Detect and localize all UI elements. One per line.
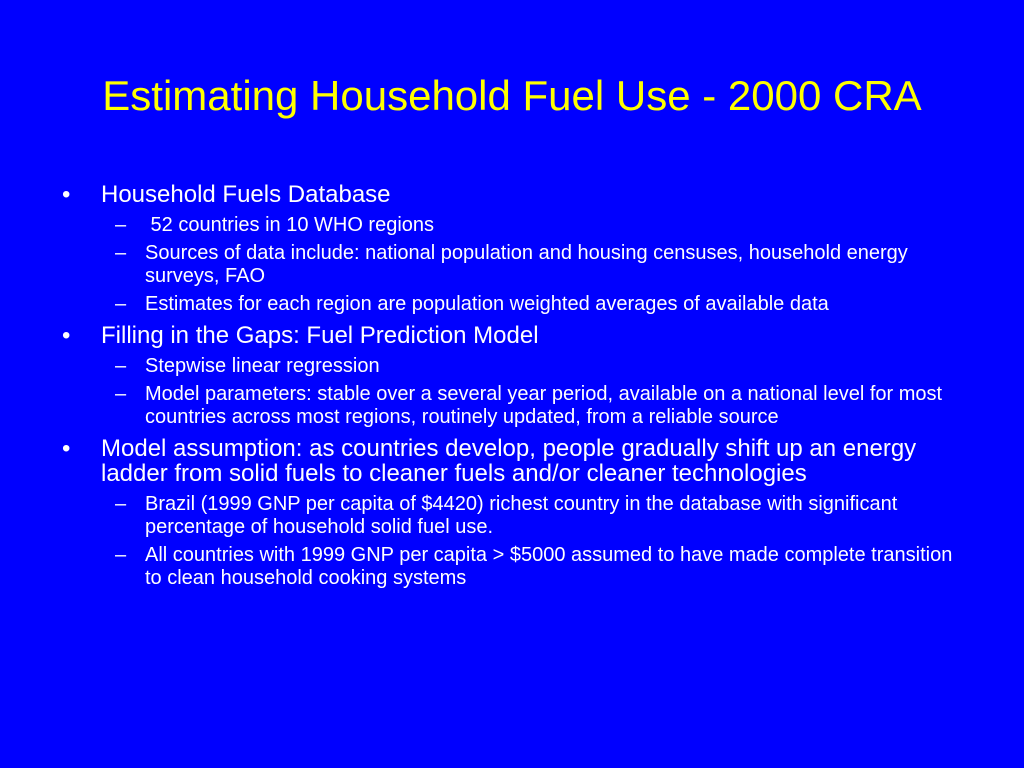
sub-bullet-item (115, 355, 965, 378)
bullet-marker: • (62, 181, 71, 208)
dash-marker: – (115, 383, 127, 405)
sub-bullet-item (115, 493, 965, 539)
dash-marker: – (115, 293, 127, 315)
sub-bullet-text: Model parameters: stable over a several year period, available on a national level for most countries across most regions, routinely updated, from a reliable source (145, 383, 943, 428)
bullet-item (60, 182, 980, 207)
bullet-marker: • (62, 435, 71, 462)
sub-bullet-item (115, 242, 965, 288)
sub-bullet-item (115, 214, 965, 237)
dash-marker: – (115, 214, 127, 236)
sub-bullet-text: All countries with 1999 GNP per capita > $5000 assumed to have made complete transition to clean household cooking systems (145, 544, 953, 589)
bullet-text: Model assumption: as countries develop, people gradually shift up an energy ladder from solid fuels to cleaner fuels and/or cleaner technologies (101, 435, 917, 487)
bullet-item (60, 436, 980, 486)
sub-bullet-item (115, 383, 965, 429)
sub-bullet-item (115, 544, 965, 590)
dash-marker: – (115, 355, 127, 377)
bullet-block-2 (60, 323, 980, 429)
bullet-block-3 (60, 436, 980, 590)
sub-bullet-text: Brazil (1999 GNP per capita of $4420) richest country in the database with significant percentage of household solid fuel use. (145, 493, 898, 538)
dash-marker: – (115, 544, 127, 566)
sub-bullet-item (115, 293, 965, 316)
bullet-item (60, 323, 980, 348)
sub-bullet-text: Estimates for each region are population weighted averages of available data (145, 293, 829, 315)
slide-title: Estimating Household Fuel Use - 2000 CRA (102, 72, 922, 119)
slide-content (60, 182, 980, 597)
bullet-text: Household Fuels Database (101, 181, 391, 208)
dash-marker: – (115, 493, 127, 515)
sub-bullet-text: Sources of data include: national population and housing censuses, household energy surveys, FAO (145, 242, 908, 287)
bullet-block-1 (60, 182, 980, 316)
bullet-text: Filling in the Gaps: Fuel Prediction Model (101, 322, 539, 349)
bullet-marker: • (62, 322, 71, 349)
dash-marker: – (115, 242, 127, 264)
sub-bullet-text: 52 countries in 10 WHO regions (145, 214, 435, 236)
sub-bullet-text: Stepwise linear regression (145, 355, 380, 377)
